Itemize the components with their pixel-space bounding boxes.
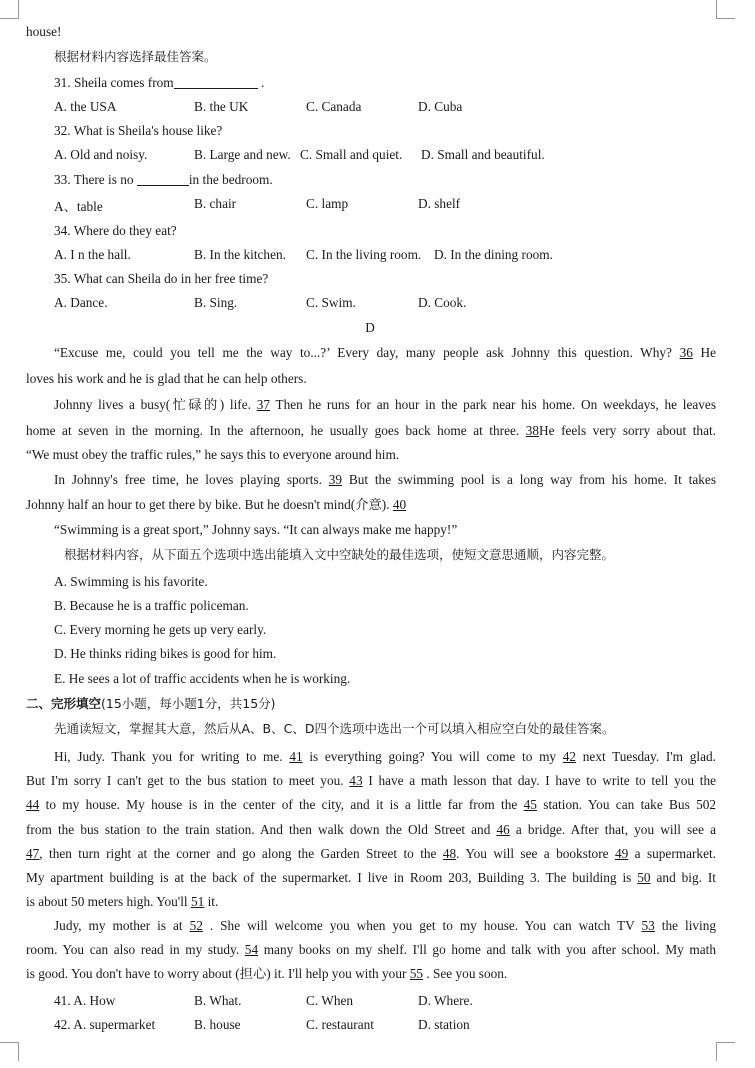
options-42: [54, 1017, 714, 1033]
paragraph-line: “Swimming is a great sport,” Johnny says. “It can always make me happy!”: [54, 522, 458, 537]
answer-blank: [174, 75, 258, 89]
option: 41. A. How: [54, 993, 116, 1008]
option: B. In the kitchen.: [194, 247, 286, 262]
question-34: 34. Where do they eat?: [54, 223, 177, 238]
option: A. Old and noisy.: [54, 147, 148, 162]
question-33: 33. There is no in the bedroom.: [54, 172, 273, 187]
options-32: [54, 147, 714, 163]
question-31: 31. Sheila comes from .: [54, 75, 265, 90]
option: B. chair: [194, 196, 237, 211]
paragraph-line: from the bus station to the train station. And then walk down the Old Street and 46 a bridge. After that, you will see a: [26, 822, 717, 837]
choice: E. He sees a lot of traffic accidents when he is working.: [54, 671, 351, 686]
blank-number: 36: [679, 345, 693, 360]
answer-blank: [137, 172, 189, 186]
blank-number: 37: [256, 397, 270, 412]
paragraph-line: “We must obey the traffic rules,” he says this to everyone around him.: [26, 447, 400, 462]
crop-mark-top-right: [716, 0, 735, 19]
option: C. lamp: [306, 196, 349, 211]
question-35: 35. What can Sheila do in her free time?: [54, 271, 269, 286]
options-31: [54, 99, 714, 115]
option: D. In the dining room.: [434, 247, 553, 262]
paragraph-line: Hi, Judy. Thank you for writing to me. 41 is everything going? You will come to my 42 next Tuesday. I'm glad.: [54, 749, 716, 764]
option: C. In the living room.: [306, 247, 422, 262]
paragraph-line: 44 to my house. My house is in the center of the city, and it is a little far from the 45 station. You can take Bus 502: [26, 797, 717, 812]
choice: C. Every morning he gets up very early.: [54, 622, 267, 637]
option: B. Large and new.: [194, 147, 291, 162]
crop-mark-bottom-right: [716, 1042, 735, 1061]
paragraph-line: is about 50 meters high. You'll 51 it.: [26, 894, 219, 909]
option: D. Where.: [418, 993, 473, 1008]
option: C. When: [306, 993, 354, 1008]
option: A. Dance.: [54, 295, 108, 310]
options-33: [54, 196, 714, 212]
options-35: [54, 295, 714, 311]
option: C. Small and quiet.: [300, 147, 403, 162]
paragraph-line: Judy, my mother is at 52 . She will welcome you when you get to my house. You can watch TV 53 the living: [54, 918, 717, 933]
option: B. the UK: [194, 99, 249, 114]
paragraph-line: Johnny half an hour to get there by bike. But he doesn't mind(介意). 40: [26, 497, 407, 512]
choice: A. Swimming is his favorite.: [54, 574, 208, 589]
option: A、table: [54, 199, 103, 214]
option: D. station: [418, 1017, 470, 1032]
option: B. house: [194, 1017, 241, 1032]
paragraph-line: But I'm sorry I can't get to the bus station to meet you. 43 I have a math lesson that day. I have to write to tell you the: [26, 773, 717, 788]
blank-number: 39: [328, 472, 343, 487]
text-line: house!: [26, 24, 62, 39]
section-letter: D: [365, 320, 375, 335]
option: C. Canada: [306, 99, 362, 114]
paragraph-line: room. You can also read in my study. 54 many books on my shelf. I'll go home and talk with you after school. My math: [26, 942, 717, 957]
options-41: [54, 993, 714, 1009]
blank-number: 38: [525, 423, 540, 438]
blank-number: 40: [392, 497, 407, 512]
option: 42. A. supermarket: [54, 1017, 156, 1032]
paragraph-line: In Johnny's free time, he loves playing sports. 39 But the swimming pool is a long way from his home. It takes: [54, 472, 717, 487]
paragraph-line: is good. You don't have to worry about (担心) it. I'll help you with your 55 . See you soon.: [26, 966, 508, 981]
paragraph-line: Johnny lives a busy(忙碌的) life. 37 Then he runs for an hour in the park near his home. On weekdays, he leaves: [54, 397, 717, 412]
paragraph-line: My apartment building is at the back of the supermarket. I live in Room 203, Building 3. The building is 50 and big. It: [26, 870, 717, 885]
option: D. shelf: [418, 196, 461, 211]
choice: B. Because he is a traffic policeman.: [54, 598, 249, 613]
options-34: [54, 247, 714, 263]
option: C. restaurant: [306, 1017, 374, 1032]
choice: D. He thinks riding bikes is good for him.: [54, 646, 277, 661]
crop-mark-top-left: [0, 0, 19, 19]
option: C. Swim.: [306, 295, 356, 310]
option: D. Cuba: [418, 99, 463, 114]
instruction: 先通读短文，掌握其大意，然后从A、B、C、D四个选项中选出一个可以填入相应空白处的最佳答案。: [54, 721, 615, 736]
paragraph-line: 47, then turn right at the corner and go along the Garden Street to the 48. You will see a bookstore 49 a supermarket.: [26, 846, 716, 861]
paragraph-line: home at seven in the morning. In the afternoon, he usually goes back home at three. 38He feels very sorry about that.: [26, 423, 716, 438]
option: D. Small and beautiful.: [421, 147, 545, 162]
instruction: 根据材料内容选择最佳答案。: [54, 49, 217, 64]
instruction: 根据材料内容，从下面五个选项中选出能填入文中空缺处的最佳选项，使短文意思通顺，内容完整。: [64, 547, 615, 562]
option: B. What.: [194, 993, 242, 1008]
crop-mark-bottom-left: [0, 1042, 19, 1061]
section-heading: 二、完形填空(15小题，每小题1分，共15分): [26, 696, 276, 711]
paragraph-line: loves his work and he is glad that he can help others.: [26, 371, 307, 386]
paragraph-line: “Excuse me, could you tell me the way to...?’ Every day, many people ask Johnny this question. Why? 36 He: [54, 345, 717, 360]
option: B. Sing.: [194, 295, 238, 310]
option: A. I n the hall.: [54, 247, 131, 262]
option: D. Cook.: [418, 295, 467, 310]
option: A. the USA: [54, 99, 117, 114]
question-32: 32. What is Sheila's house like?: [54, 123, 223, 138]
